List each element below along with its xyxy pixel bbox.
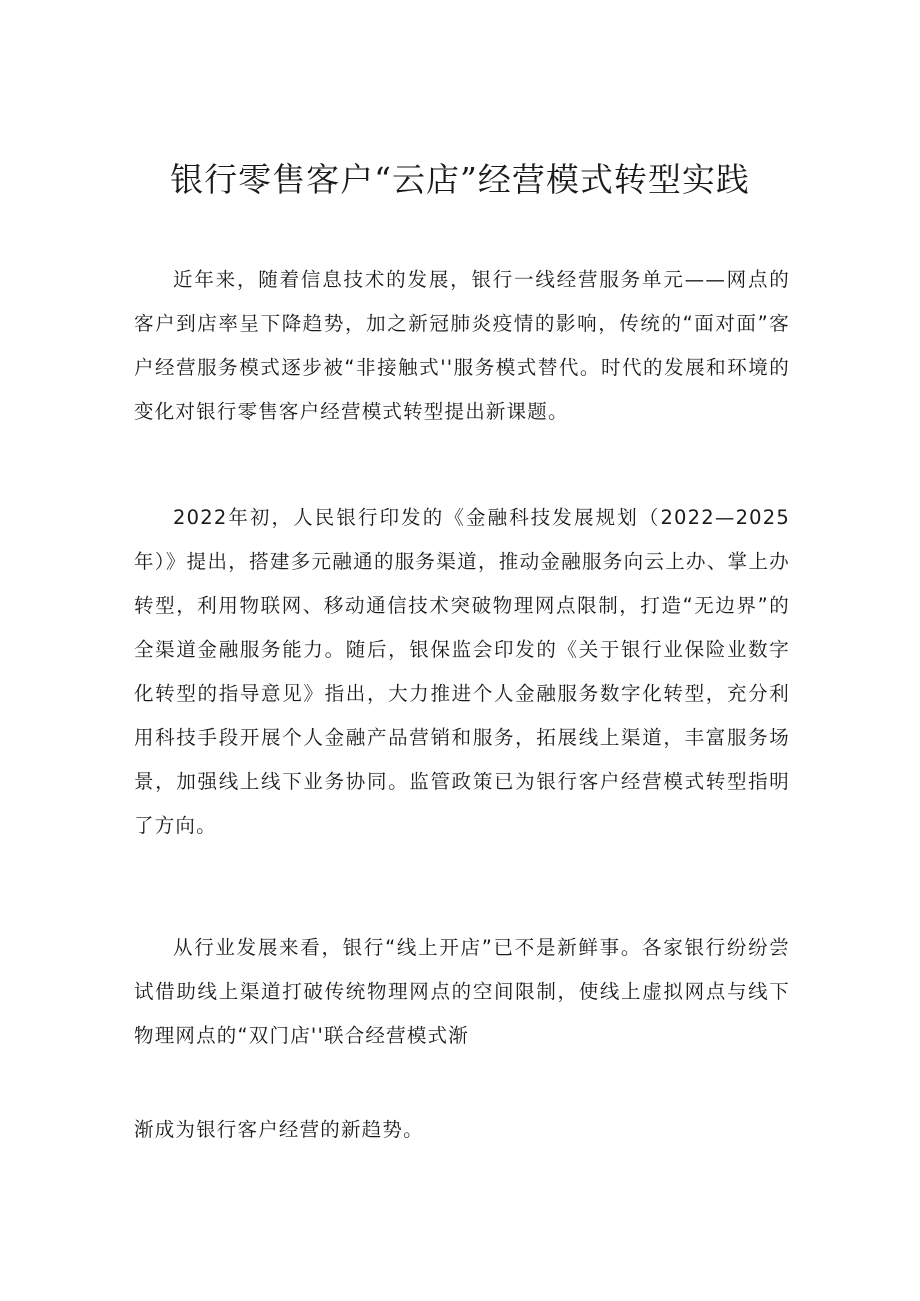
paragraph-2: 2022年初，人民银行印发的《金融科技发展规划（2022—2025年）》提出，搭建多元融通的服务渠道，推动金融服务向云上办、掌上办转型，利用物联网、移动通信技术突破物理网点限制，打造“无边界”的全渠道金融服务能力。随后，银保监会印发的《关于银行业保险业数字化转型的指导意见》指出，大力推进个人金融服务数字化转型，充分利用科技手段开展个人金融产品营销和服务，拓展线上渠道，丰富服务场景，加强线上线下业务协同。监管政策已为银行客户经营模式转型指明了方向。 bbox=[134, 506, 790, 837]
document-title: 银行零售客户“云店”经营模式转型实践 bbox=[170, 160, 750, 199]
paragraph-3: 从行业发展来看，银行“线上开店”已不是新鲜事。各家银行纷纷尝试借助线上渠道打破传统物理网点的空间限制，使线上虚拟网点与线下物理网点的“双门店''联合经营模式渐 bbox=[134, 936, 790, 1047]
paragraph-1: 近年来，随着信息技术的发展，银行一线经营服务单元——网点的客户到店率呈下降趋势，加之新冠肺炎疫情的影响，传统的“面对面”客户经营服务模式逐步被“非接触式''服务模式替代。时代的发展和环境的变化对银行零售客户经营模式转型提出新课题。 bbox=[134, 268, 790, 423]
paragraph-4: 渐成为银行客户经营的新趋势。 bbox=[134, 1118, 424, 1141]
